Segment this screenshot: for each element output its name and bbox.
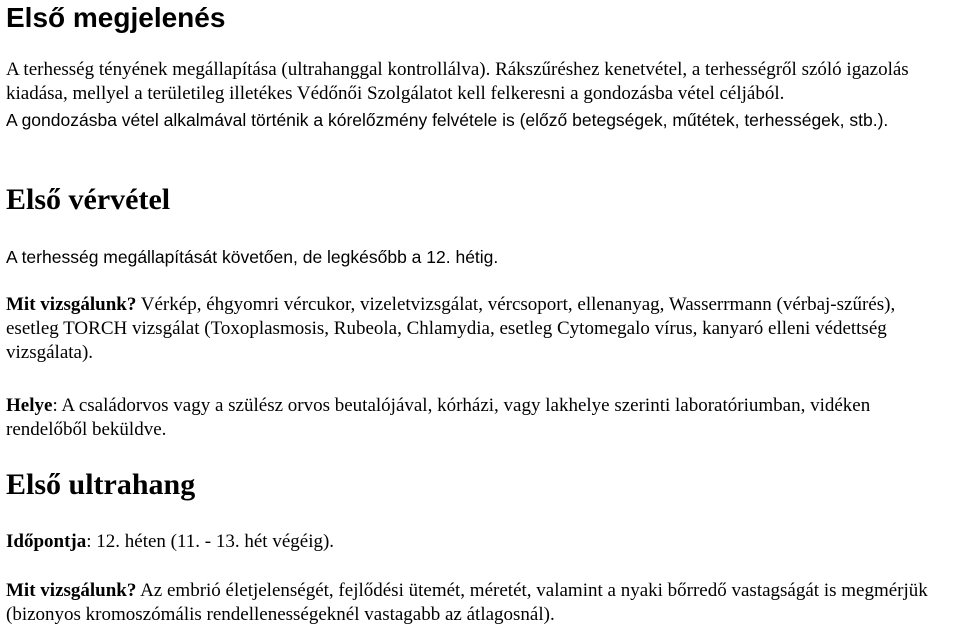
paragraph-ultrasound-time	[6, 530, 952, 554]
paragraph-ultrasound-what	[6, 579, 952, 627]
paragraph-blood-what	[6, 293, 952, 365]
paragraph-first-appearance-2: A gondozásba vétel alkalmával történik a kórelőzmény felvétele is (előző betegségek, műtétek, terhességek, stb.).	[6, 110, 889, 130]
paragraph-blood-place	[6, 394, 952, 442]
text-blood-tests: Vérkép, éhgyomri vércukor, vizeletvizsgálat, vércsoport, ellenanyag, Wasserrmann (vérbaj-szűrés), esetleg TORCH vizsgálat (Toxoplasmosis, Rubeola, Chlamydia, esetleg Cytomegalo vírus, kanyaró elleni védettség vizsgálata).	[6, 294, 896, 363]
heading-first-blood: Első vérvétel	[6, 183, 171, 216]
text-time: : 12. héten (11. - 13. hét végéig).	[86, 531, 335, 552]
heading-first-appearance: Első megjelenés	[6, 2, 226, 33]
paragraph-blood-timing: A terhesség megállapítását követően, de legkésőbb a 12. hétig.	[6, 247, 499, 267]
label-what-we-examine-us: Mit vizsgálunk?	[6, 580, 137, 601]
heading-first-ultrasound: Első ultrahang	[6, 468, 196, 501]
text-ultrasound-checks: Az embrió életjelenségét, fejlődési ütemét, méretét, valamint a nyaki bőrredő vastagságát is megmérjük (bizonyos kromoszómális rendellenességeknél vastagabb az átlagosnál).	[6, 580, 928, 625]
label-place: Helye	[6, 395, 53, 416]
label-what-we-examine: Mit vizsgálunk?	[6, 294, 137, 315]
text-place: : A családorvos vagy a szülész orvos beutalójával, kórházi, vagy lakhelye szerinti laboratóriumban, vidéken rendelőből beküldve.	[6, 395, 871, 440]
paragraph-first-appearance-1: A terhesség tényének megállapítása (ultrahanggal kontrollálva). Rákszűréshez kenetvétel, a terhességről szóló igazolás kiadása, mellyel a területileg illetékes Védőnői Szolgálatot kell felkeresni a gondozásba vétel céljából.	[6, 59, 909, 104]
label-time: Időpontja	[6, 531, 87, 552]
